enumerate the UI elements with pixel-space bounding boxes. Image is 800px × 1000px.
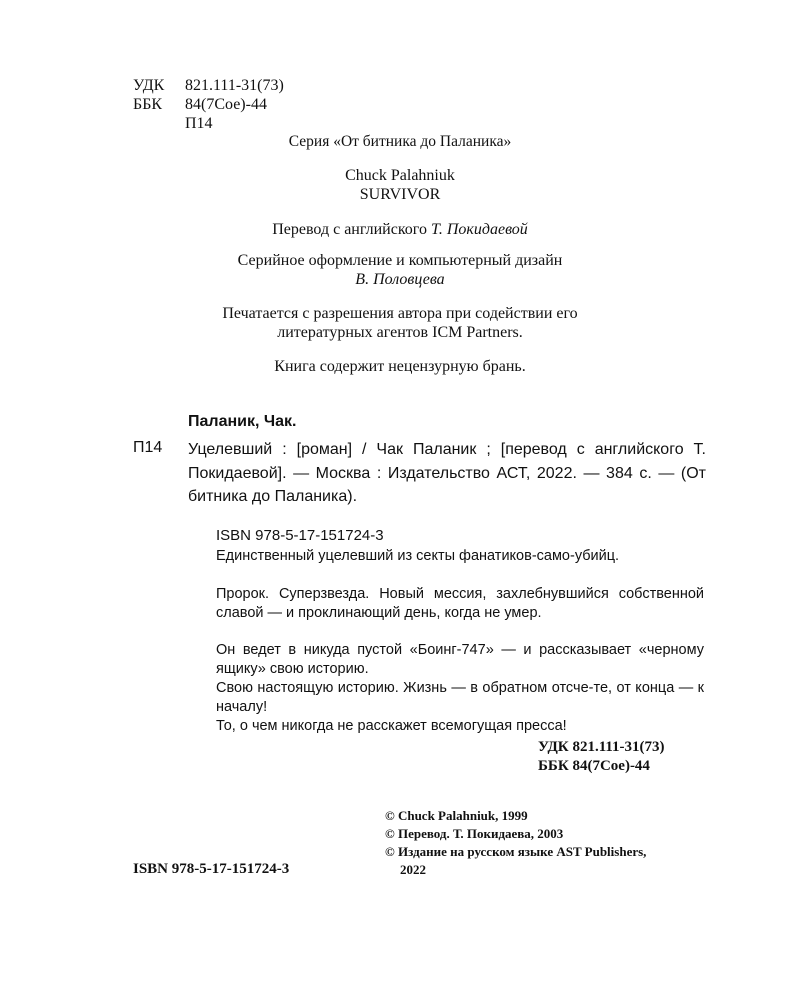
- content-warning: Книга содержит нецензурную брань.: [274, 358, 526, 375]
- udk-value: 821.111-31(73): [185, 77, 284, 94]
- translation-prefix: Перевод с английского: [272, 221, 427, 238]
- permission-line-2: литературных агентов ICM Partners.: [277, 324, 523, 341]
- catalog-isbn: ISBN 978-5-17-151724-3: [216, 527, 384, 544]
- udk-label: УДК: [133, 77, 165, 94]
- original-title: SURVIVOR: [359, 186, 441, 203]
- annotation-paragraph-3: Он ведет в никуда пустой «Боинг-747» — и рассказывает «черному ящику» свою историю.: [216, 642, 704, 677]
- copyright-translation: © Перевод. Т. Покидаева, 2003: [385, 826, 564, 841]
- designer-name: В. Половцева: [355, 271, 445, 288]
- catalog-author: Паланик, Чак.: [188, 413, 297, 430]
- translator-name: Т. Покидаевой: [430, 221, 528, 238]
- bottom-bbk: ББК 84(7Сое)-44: [538, 758, 650, 774]
- design-line: Серийное оформление и компьютерный дизайн: [237, 252, 563, 269]
- udk-line: [133, 76, 284, 96]
- bbk-value: 84(7Сое)-44: [185, 96, 267, 113]
- series-title: Серия «От битника до Паланика»: [288, 133, 512, 150]
- annotation-paragraph-4: Свою настоящую историю. Жизнь — в обратном отсче-те, от конца — к началу!: [216, 680, 704, 715]
- permission-line-1: Печатается с разрешения автора при содействии его: [222, 305, 578, 322]
- copyright-edition: © Издание на русском языке AST Publishers,: [385, 844, 647, 859]
- annotation-paragraph-5: То, о чем никогда не расскажет всемогущая пресса!: [216, 718, 567, 734]
- catalog-description: Уцелевший : [роман] / Чак Паланик ; [перевод с английского Т. Покидаевой]. — Москва : Издательство АСТ, 2022. — 384 с. — (От битника до Паланика).: [188, 441, 706, 505]
- bottom-isbn: ISBN 978-5-17-151724-3: [133, 861, 290, 877]
- annotation-paragraph-1: Единственный уцелевший из секты фанатиков-само-убийц.: [216, 548, 620, 564]
- bbk-line: [133, 95, 267, 115]
- copyright-author: © Chuck Palahniuk, 1999: [385, 808, 528, 823]
- original-author: Chuck Palahniuk: [345, 167, 455, 184]
- catalog-mark: П14: [133, 439, 163, 456]
- author-mark: П14: [185, 115, 213, 132]
- bottom-udk: УДК 821.111-31(73): [538, 739, 665, 755]
- bbk-label: ББК: [133, 96, 163, 113]
- copyright-year: 2022: [400, 862, 426, 877]
- translation-line: [0, 220, 800, 240]
- annotation-paragraph-2: Пророк. Суперзвезда. Новый мессия, захлебнувшийся собственной славой — и проклинающий день, когда не умер.: [216, 586, 704, 621]
